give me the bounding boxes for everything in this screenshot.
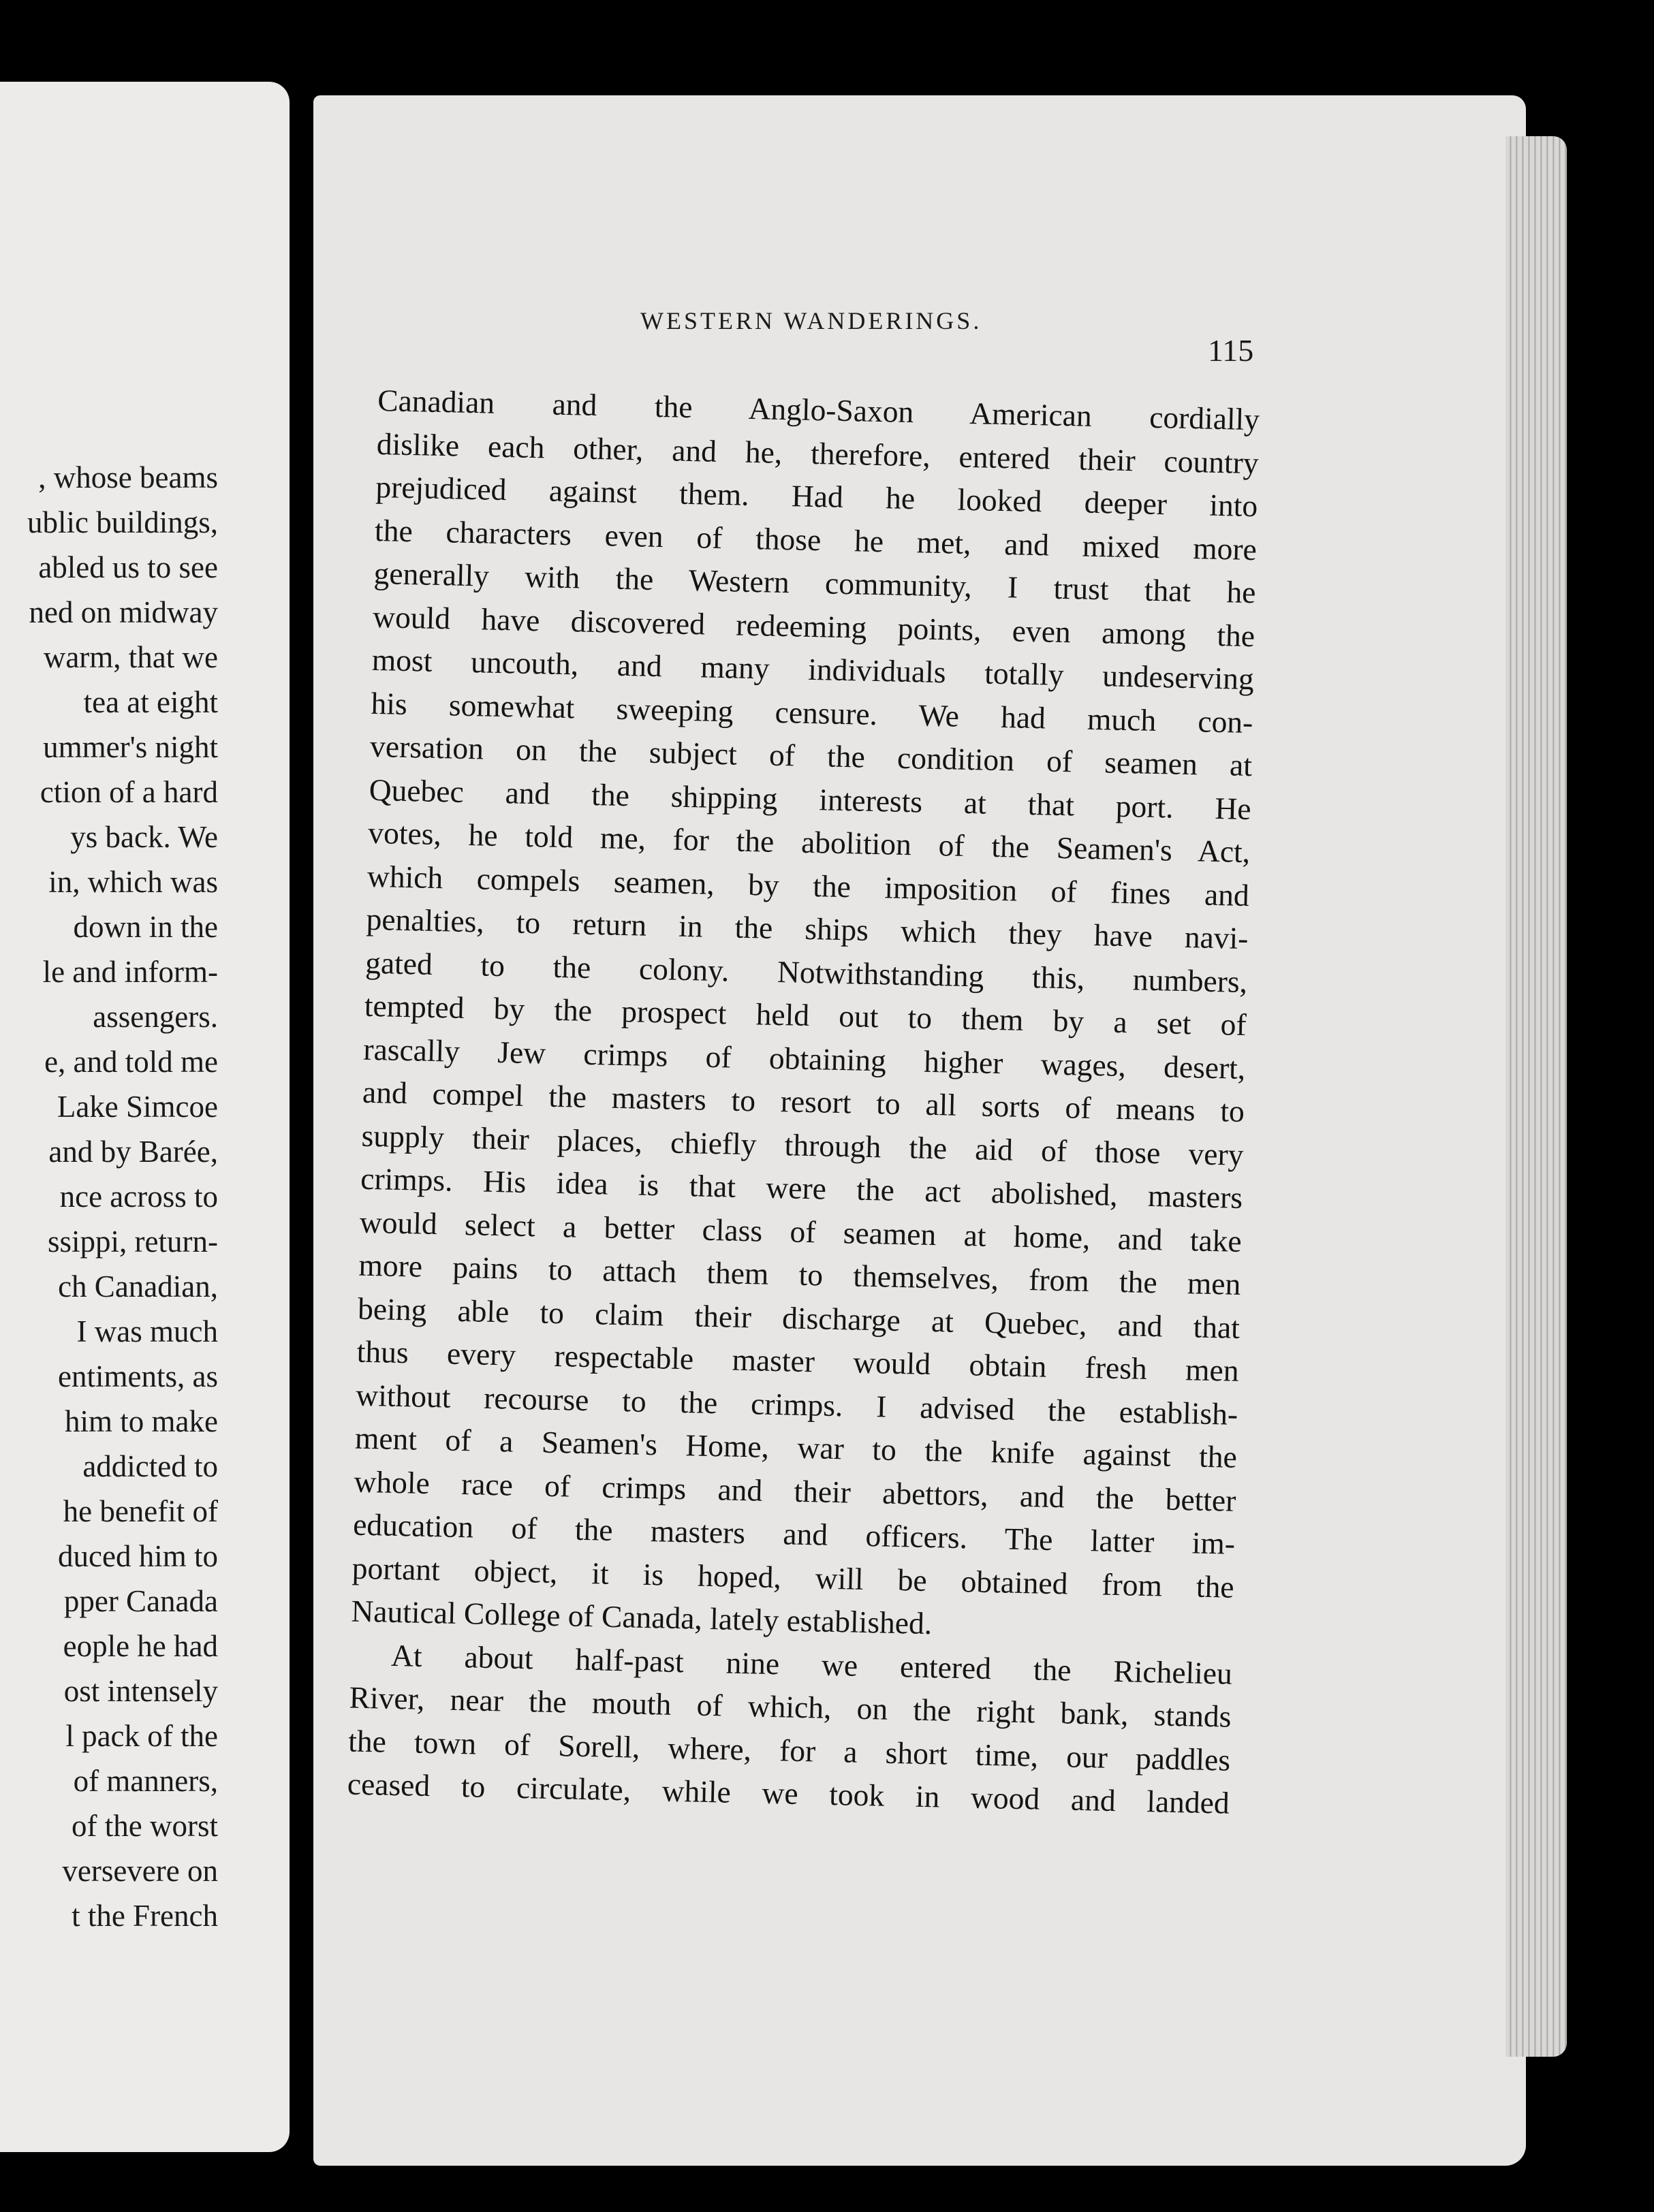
left-line: ction of a hard <box>40 775 218 809</box>
left-line: tea at eight <box>83 685 218 719</box>
left-line: ned on midway <box>29 595 218 629</box>
left-line: assengers. <box>93 1000 218 1034</box>
left-line: and by Barée, <box>48 1135 218 1169</box>
left-line: ublic buildings, <box>27 505 218 539</box>
page-number: 115 <box>1208 333 1254 368</box>
left-line: ummer's night <box>43 730 218 764</box>
text-line: tempted by the prospect held out to them by a set of <box>364 988 1247 1043</box>
text-line: whole race of crimps and their abettors, and the better <box>354 1464 1236 1518</box>
left-line: ch Canadian, <box>58 1269 218 1304</box>
text-line: generally with the Western community, I trust that he <box>373 555 1257 610</box>
left-line: warm, that we <box>43 640 218 674</box>
left-line: t the French <box>72 1899 218 1933</box>
left-line: ys back. We <box>70 820 218 854</box>
text-line: most uncouth, and many individuals totally undeserving <box>371 642 1255 697</box>
left-line: him to make <box>65 1404 218 1438</box>
left-line: Lake Simcoe <box>57 1090 218 1124</box>
left-line: e, and told me <box>44 1045 218 1079</box>
left-line: abled us to see <box>38 550 218 584</box>
text-line: votes, he told me, for the abolition of the Seamen's Act, <box>367 815 1251 870</box>
left-line: pper Canada <box>63 1584 218 1618</box>
left-line: addicted to <box>82 1449 218 1483</box>
left-line: duced him to <box>58 1539 218 1573</box>
text-line: River, near the mouth of which, on the right bank, stands <box>349 1679 1232 1734</box>
text-line: more pains to attach them to themselves, from the men <box>358 1247 1241 1301</box>
left-line: ost intensely <box>63 1674 218 1708</box>
text-line: prejudiced against them. Had he looked deeper into <box>375 469 1258 524</box>
text-line: the town of Sorell, where, for a short time, our paddles <box>347 1723 1231 1778</box>
text-line: which compels seamen, by the imposition of fines and <box>366 858 1250 913</box>
text-line: versation on the subject of the condition of seamen at <box>369 728 1253 783</box>
text-line: rascally Jew crimps of obtaining higher wages, desert, <box>362 1031 1246 1086</box>
left-line: eople he had <box>63 1629 218 1663</box>
text-line: the characters even of those he met, and mixed more <box>374 512 1258 567</box>
left-line: of manners, <box>73 1764 218 1798</box>
right-page-text <box>347 379 1260 1824</box>
left-line: in, which was <box>48 865 218 899</box>
text-line: his somewhat sweeping censure. We had much con- <box>371 685 1253 740</box>
left-line: down in the <box>73 910 218 944</box>
left-line: le and inform- <box>42 955 218 989</box>
text-line: would have discovered redeeming points, even among the <box>372 599 1255 653</box>
left-line: nce across to <box>59 1180 218 1214</box>
text-line: dislike each other, and he, therefore, entered their country <box>376 426 1260 480</box>
text-line: education of the masters and officers. The latter im- <box>352 1506 1236 1561</box>
text-line: Quebec and the shipping interests at that port. He <box>369 772 1252 826</box>
text-line: being able to claim their discharge at Quebec, and that <box>357 1291 1240 1345</box>
left-page-text <box>0 455 218 1938</box>
text-line: and compel the masters to resort to all sorts of means to <box>362 1074 1245 1128</box>
left-line: entiments, as <box>58 1359 218 1393</box>
text-line: crimps. His idea is that were the act abolished, masters <box>360 1160 1243 1215</box>
left-line: ssippi, return- <box>48 1224 218 1259</box>
text-line: Canadian and the Anglo-Saxon American cordially <box>377 382 1260 437</box>
book-spine <box>290 95 317 2132</box>
text-line: thus every respectable master would obtain fresh men <box>356 1333 1240 1388</box>
left-line: l pack of the <box>65 1719 218 1753</box>
left-line: he benefit of <box>63 1494 218 1528</box>
text-line: ment of a Seamen's Home, war to the knife against the <box>354 1420 1238 1474</box>
left-line: of the worst <box>72 1809 218 1843</box>
text-line: ceased to circulate, while we took in wood and landed <box>347 1766 1230 1820</box>
text-line: penalties, to return in the ships which they have navi- <box>366 901 1249 956</box>
left-page <box>0 82 290 2152</box>
text-line: supply their places, chiefly through the aid of those very <box>361 1118 1245 1172</box>
text-line: At about half-past nine we entered the Richelieu <box>390 1637 1233 1691</box>
left-line: I was much <box>76 1314 218 1348</box>
text-line: gated to the colony. Notwithstanding this, numbers, <box>364 945 1248 999</box>
text-line: portant object, it is hoped, will be obtained from the <box>352 1550 1235 1605</box>
page-edges <box>1505 136 1567 2057</box>
left-line: versevere on <box>62 1854 218 1888</box>
left-line: , whose beams <box>38 460 218 494</box>
text-line: without recourse to the crimps. I advised the establish- <box>355 1377 1238 1432</box>
running-header: WESTERN WANDERINGS. <box>640 307 982 334</box>
text-line: would select a better class of seamen at home, and take <box>359 1204 1243 1259</box>
text-line: Nautical College of Canada, lately established. <box>350 1593 933 1641</box>
